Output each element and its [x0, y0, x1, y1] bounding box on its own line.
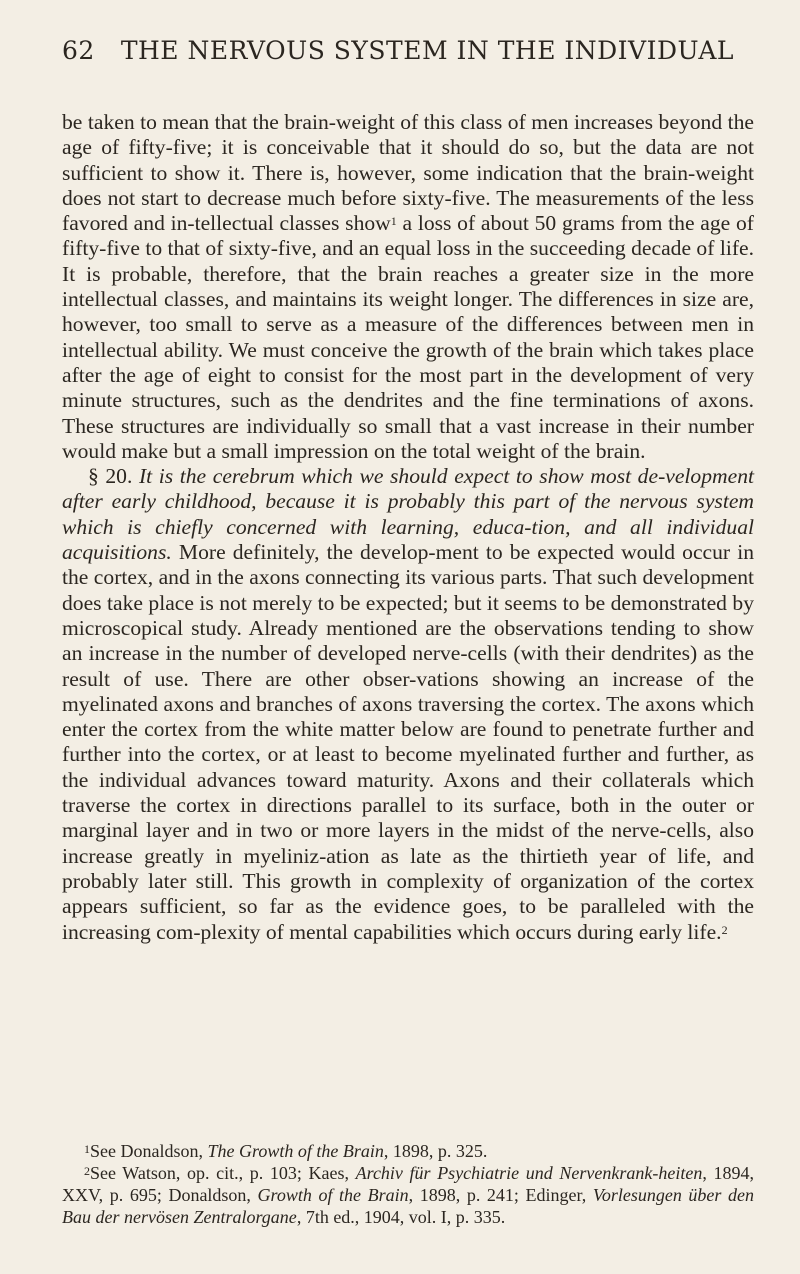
footnote-title: Vorlesungen über den Bau der nervösen Zentralorgane — [62, 1185, 754, 1227]
footnote-text: See Donaldson, — [90, 1141, 208, 1161]
footnote-2 — [62, 1162, 754, 1228]
footnote-title: The Growth of the Brain — [207, 1141, 384, 1161]
footnote-ref-1: 1 — [390, 214, 397, 229]
footnote-title: Growth of the Brain — [257, 1185, 409, 1205]
footnote-text: , 1898, p. 241; Edinger, — [408, 1185, 593, 1205]
footnote-marker: 2 — [84, 1164, 90, 1178]
footnote-text: , 1898, p. 325. — [383, 1141, 488, 1161]
paragraph-text: be taken to mean that the brain-weight of this class of men increases beyond the age of fifty-five; it is conceivable that it should do so, but the data are not sufficient to show it. There is, however, some indication that the brain-weight does not start to decrease much before sixty-five. The measurements of the less favored and in-tellectual classes show — [62, 110, 754, 236]
footnote-marker: 1 — [84, 1142, 90, 1156]
page-number: 62 — [62, 36, 95, 65]
paragraph-text: a loss of about 50 grams from the age of fifty-five to that of sixty-five, and an equal loss in the succeeding decade of life. It is probable, therefore, that the brain reaches a greater size in the more intellectual classes, and maintains its weight longer. The differences in size are, however, too small to serve as a measure of the differences between men in intellectual ability. We must conceive the growth of the brain which takes place after the age of eight to consist for the most part in the development of very minute structures, such as the dendrites and the fine terminations of axons. These structures are individually so small that a vast increase in their number would make but a small impression on the total weight of the brain. — [62, 211, 755, 463]
footnote-text: , 7th ed., 1904, vol. I, p. 335. — [296, 1207, 506, 1227]
section-20-paragraph — [62, 464, 754, 945]
paragraph-text: More definitely, the develop-ment to be expected would occur in the cortex, and in the axons connecting its various parts. That such development does take place is not merely to be expected; but it seems to be demonstrated by microscopical study. Already mentioned are the observations tending to show an increase in the number of developed nerve-cells (with their dendrites) as the result of use. There are other obser-vations showing an increase of the myelinated axons and branches of axons traversing the cortex. The axons which enter the cortex from the white matter below are found to penetrate further and further into the cortex, or at least to become myelinated further and further, as the individual advances toward maturity. Axons and their collaterals which traverse the cortex in directions parallel to its surface, both in the outer or marginal layer and in two or more layers in the midst of the nerve-cells, also increase greatly in myeliniz-ation as late as the thirtieth year of life, and probably later still. This growth in complexity of organization of the cortex appears sufficient, so far as the evidence goes, to be paralleled with the increasing com-plexity of mental capabilities which occurs during early life. — [62, 540, 754, 944]
paragraph-continuation — [62, 110, 754, 464]
section-thesis: It is the cerebrum which we should expect to show most de-velopment after early childhood, because it is probably this part of the nervous system which is chiefly concerned with learning, educa-tion, and all individual acquisitions. — [62, 464, 754, 565]
running-header — [62, 36, 762, 65]
footnote-text: , 1894, XXV, p. 695; Donaldson, — [62, 1163, 755, 1205]
footnotes — [62, 1140, 754, 1228]
footnote-text: See Watson, op. cit., p. 103; Kaes, — [90, 1163, 356, 1183]
footnote-title: Archiv für Psychiatrie und Nervenkrank-heiten — [355, 1163, 703, 1183]
footnote-ref-2: 2 — [721, 922, 728, 937]
main-text — [62, 110, 754, 945]
running-title: THE NERVOUS SYSTEM IN THE INDIVIDUAL — [120, 36, 734, 65]
section-number: § 20. — [88, 464, 133, 489]
footnote-1 — [62, 1140, 754, 1162]
